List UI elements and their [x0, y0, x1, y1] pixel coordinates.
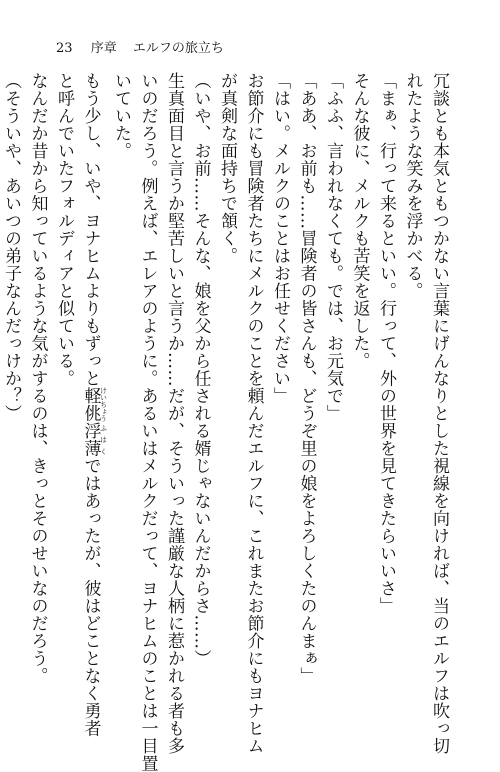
text-line-3: 「まぁ、行って来るといい。行って、外の世界を見てきたらいいさ」 — [376, 72, 396, 615]
chapter-label: 序章 — [90, 41, 117, 56]
text-line-9: が真剣な面持ちで頷く。 — [217, 72, 237, 265]
ruby-reading-fuhaku: ふはく — [99, 422, 108, 457]
ruby-fuhaku: 浮薄 ふはく — [80, 422, 108, 457]
text-line-10: （いや、お前……そんな、娘を父から任される婿じゃないんだからさ……） — [190, 72, 211, 667]
text-line-2: れたような笑みを浮かべる。 — [402, 72, 423, 300]
chapter-title: エルフの旅立ち — [132, 41, 224, 56]
text-line-14-end: ではあったが、彼はどことなく勇者 — [80, 457, 101, 737]
text-line-14 — [77, 72, 108, 737]
text-line-17: （そういや、あいつの弟子なんだっけか？） — [1, 72, 21, 422]
text-line-12: いのだろう。例えば、エレアのように。あるいはメルクだって、ヨナヒムのことは一目置 — [137, 72, 158, 772]
text-line-7: 「はい。メルクのことはお任せください」 — [270, 72, 290, 405]
novel-body-text — [0, 72, 452, 772]
ruby-keichou: 軽佻 けいちょう — [80, 387, 108, 422]
ruby-reading-keichou: けいちょう — [99, 387, 108, 422]
text-line-5: 「ふふ、言われなくても。では、お元気で」 — [323, 72, 343, 422]
text-line-6: 「ああ、お前も……冒険者の皆さんも、どうぞ里の娘をよろしくたのんまぁ」 — [296, 72, 317, 685]
text-line-15: と呼んでいたフォルディアと似ている。 — [54, 72, 74, 387]
text-line-13: いていた。 — [111, 72, 131, 160]
page-number: 23 — [56, 41, 73, 56]
text-line-16: なんだか昔から知っているような気がするのは、きっとそのせいなのだろう。 — [27, 72, 48, 685]
text-line-4: そんな彼に、メルクも苦笑を返した。 — [349, 72, 370, 370]
running-header — [56, 41, 224, 57]
text-line-1: 冗談とも本気ともつかない言葉にげんなりとした視線を向ければ、当のエルフは吹っ切 — [429, 72, 449, 755]
text-line-11: 生真面目と言うか堅苦しいと言うか……だが、そういった謹厳な人柄に惹かれる者も多 — [164, 72, 184, 755]
text-line-14-start: もう少し、いや、ヨナヒムよりもずっと — [80, 72, 101, 387]
text-line-8: お節介にも冒険者たちにメルクのことを頼んだエルフに、これまたお節介にもヨナヒム — [243, 72, 264, 755]
